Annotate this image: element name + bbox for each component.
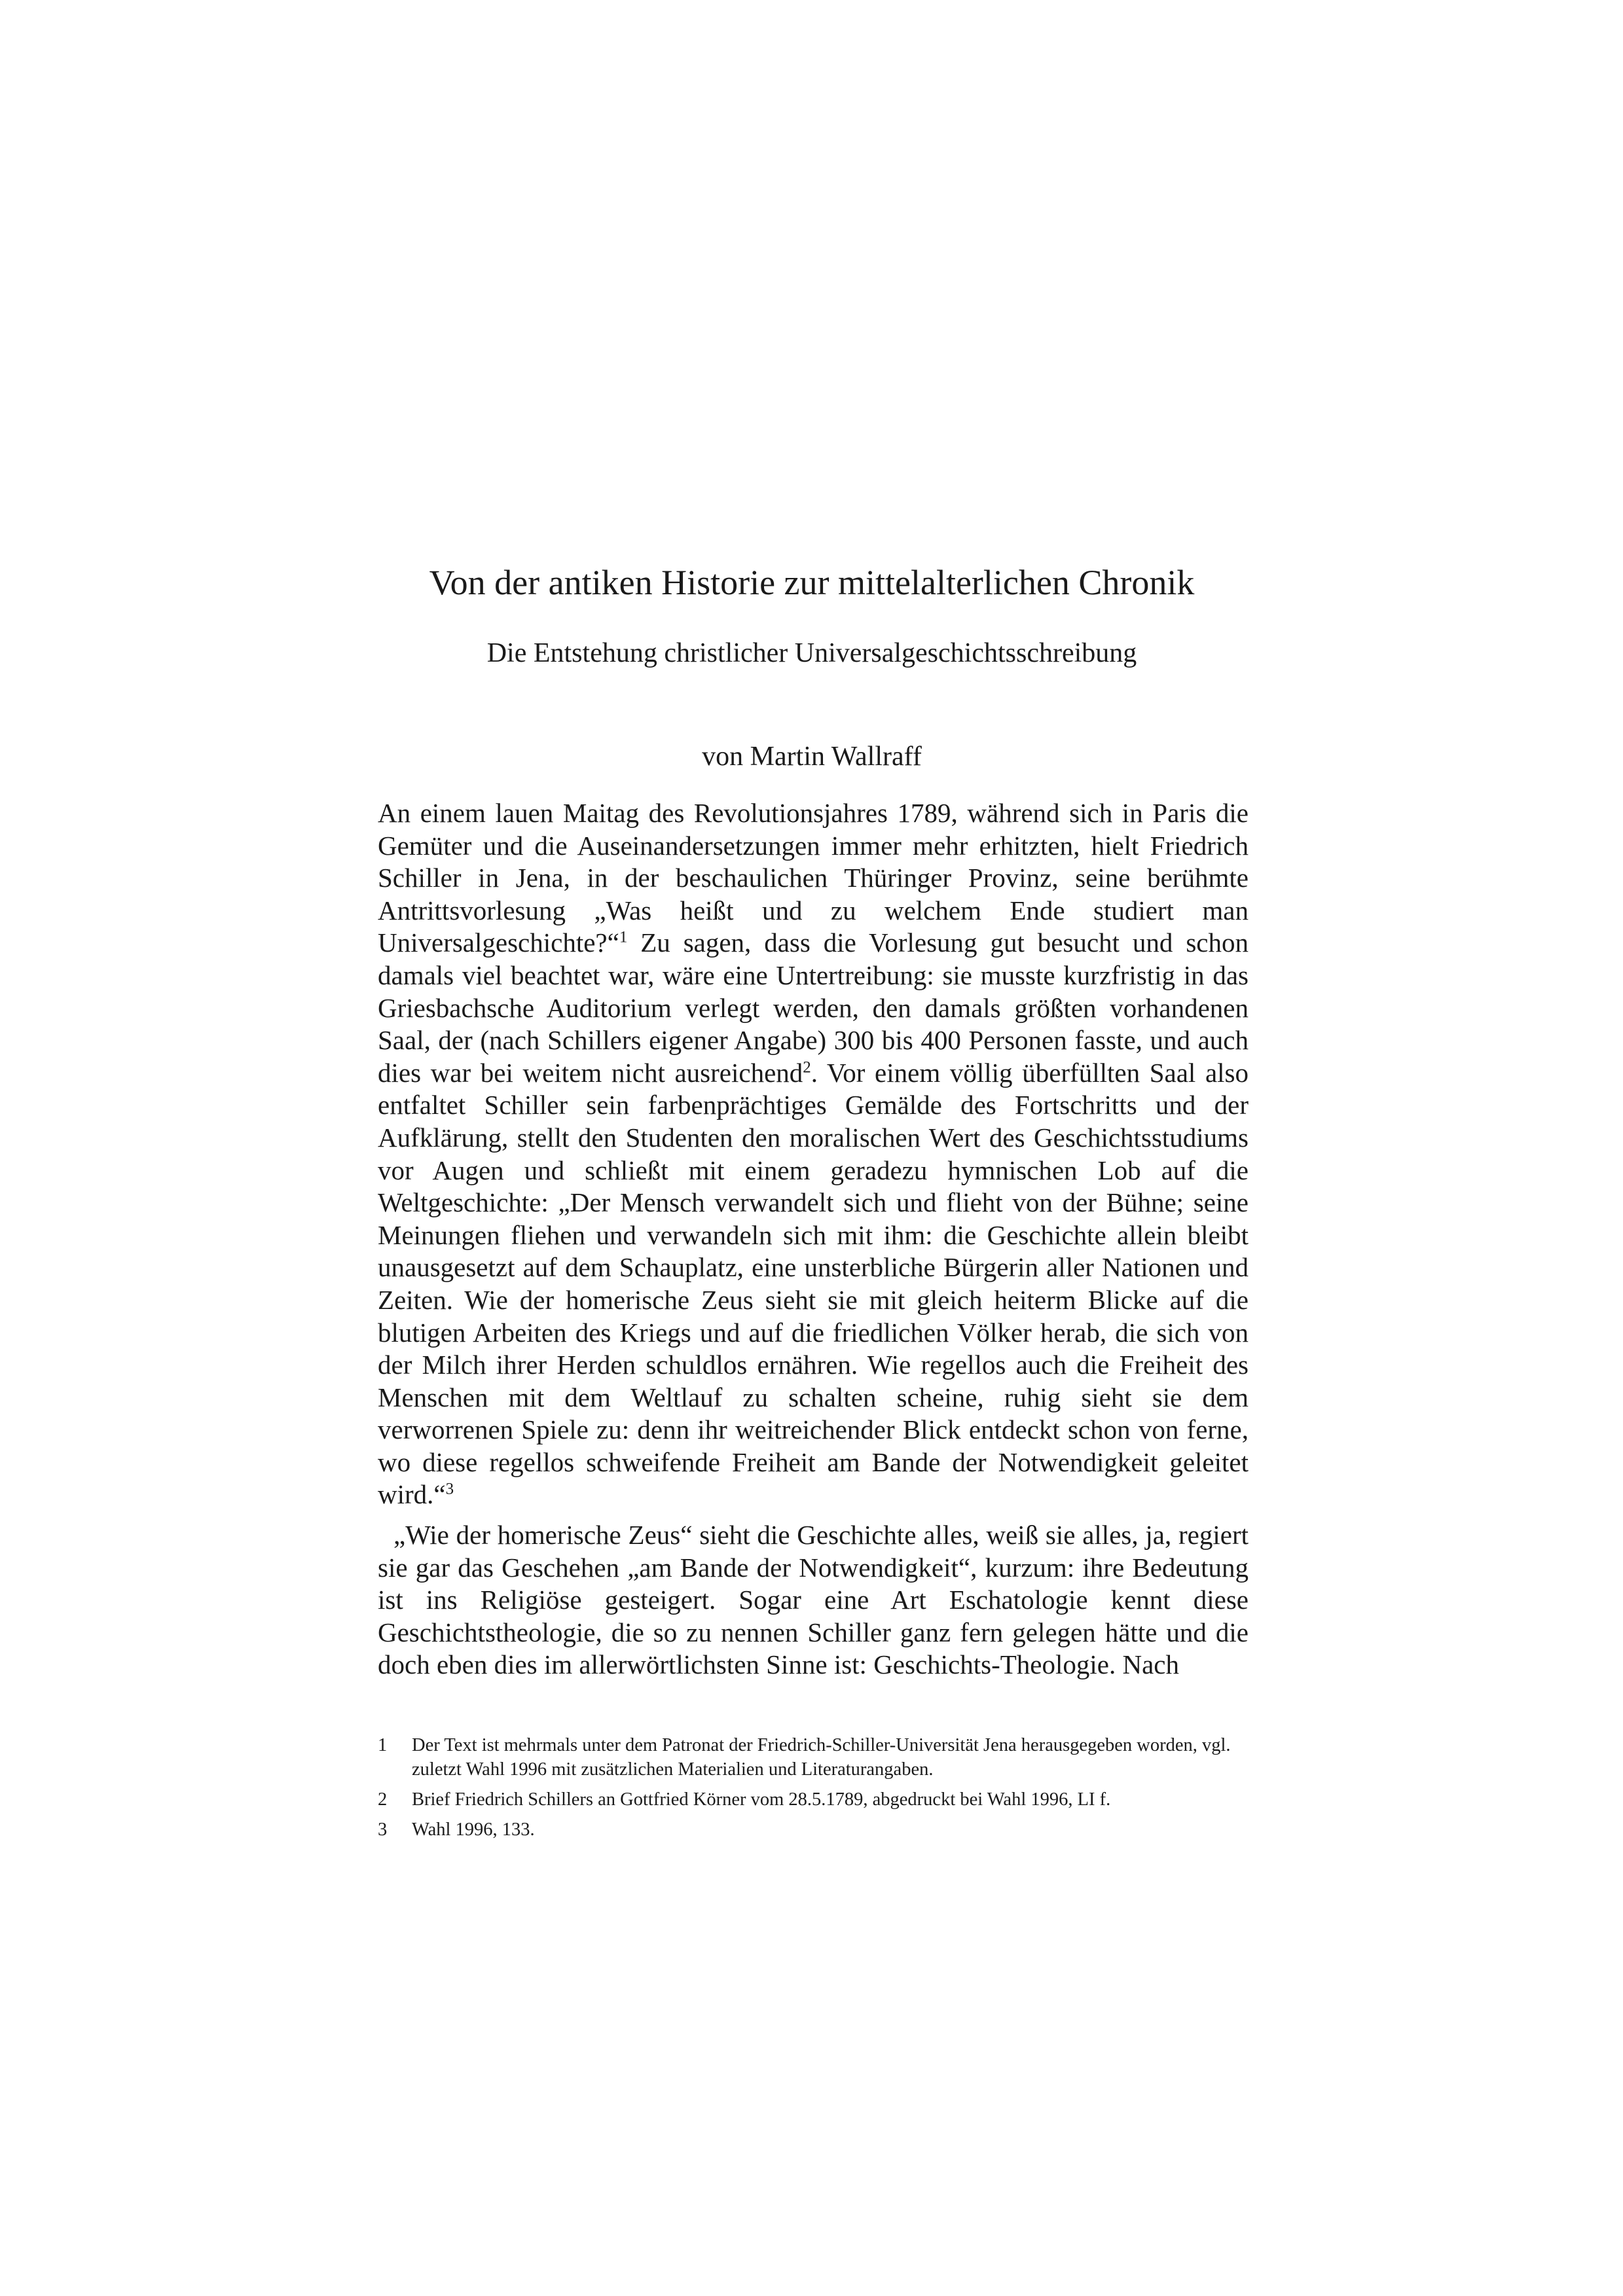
footnote-text: Der Text ist mehrmals unter dem Patronat der Friedrich-Schiller-Universität Jena herausgegeben worden, vgl. zuletzt Wahl 1996 mit zusätzlichen Materialien und Literaturangaben. [412,1735,1231,1780]
footnote-text: Brief Friedrich Schillers an Gottfried Körner vom 28.5.1789, abgedruckt bei Wahl 1996, LI f. [412,1789,1111,1810]
footnote-number: 2 [378,1789,388,1810]
paragraph-1-part-b: Zu sagen, dass die Vorlesung gut besucht und schon damals viel beachtet war, wäre eine Untertreibung: sie musste kurzfristig in das Griesbachsche Auditorium verlegt werden, den damals größten vorhandenen Saal, der (nach Schillers eigener Angabe) 300 bis 400 Personen fasste, und auch dies war bei weitem nicht ausreichend [378,927,1249,1088]
paragraph-1-part-a: An einem lauen Maitag des Revolutionsjahres 1789, während sich in Paris die Gemüter und die Auseinandersetzungen immer mehr erhitzten, hielt Friedrich Schiller in Jena, in der beschaulichen Thüringer Provinz, seine berühmte Antrittsvorlesung „Was heißt und zu welchem Ende studiert man Universalgeschichte?“ [378,798,1249,958]
paragraph-2: „Wie der homerische Zeus“ sieht die Geschichte alles, weiß sie alles, ja, regiert sie gar das Geschehen „am Bande der Notwendigkeit“, kurzum: ihre Bedeutung ist ins Religiöse gesteigert. Sogar eine Art Eschatologie kennt diese Geschichtstheologie, die so zu nennen Schiller ganz fern gelegen hätte und die doch eben dies im allerwörtlichsten Sinne ist: Geschichts-Theologie. Nach [378,1520,1249,1680]
article-subtitle: Die Entstehung christlicher Universalgeschichtsschreibung [486,638,1137,668]
footnote-text: Wahl 1996, 133. [412,1820,535,1840]
footnote-number: 3 [378,1820,388,1840]
footnote-ref-3: 3 [445,1480,454,1498]
footnote-ref-1: 1 [619,928,628,946]
footnote-number: 1 [378,1735,388,1755]
paragraph-1 [378,797,1249,1511]
footnote-ref-2: 2 [803,1058,811,1077]
footnote-3 [378,1818,1249,1842]
footnotes [378,1733,1249,1848]
article-author: von Martin Wallraff [702,742,922,772]
footnote-2 [378,1787,1249,1812]
article-title: Von der antiken Historie zur mittelalterlichen Chronik [429,563,1195,602]
footnote-1 [378,1733,1249,1782]
article-body [378,797,1249,1681]
paragraph-1-part-c: . Vor einem völlig überfüllten Saal also entfaltet Schiller sein farbenprächtiges Gemälde des Fortschritts und der Aufklärung, stellt den Studenten den moralischen Wert des Geschichtsstudiums vor Augen und schließt mit einem geradezu hymnischen Lob auf die Weltgeschichte: „Der Mensch verwandelt sich und flieht von der Bühne; seine Meinungen fliehen und verwandeln sich mit ihm: die Geschichte allein bleibt unausgesetzt auf dem Schauplatz, eine unsterbliche Bürgerin aller Nationen und Zeiten. Wie der homerische Zeus sieht sie mit gleich heiterm Blicke auf die blutigen Arbeiten des Kriegs und auf die friedlichen Völker herab, die sich von der Milch ihrer Herden schuldlos ernähren. Wie regellos auch die Freiheit des Menschen mit dem Weltlauf zu schalten scheine, ruhig sieht sie dem verworrenen Spiele zu: denn ihr weitreichender Blick entdeckt schon von ferne, wo diese regellos schweifende Freiheit am Bande der Notwendigkeit geleitet wird.“ [378,1057,1249,1510]
